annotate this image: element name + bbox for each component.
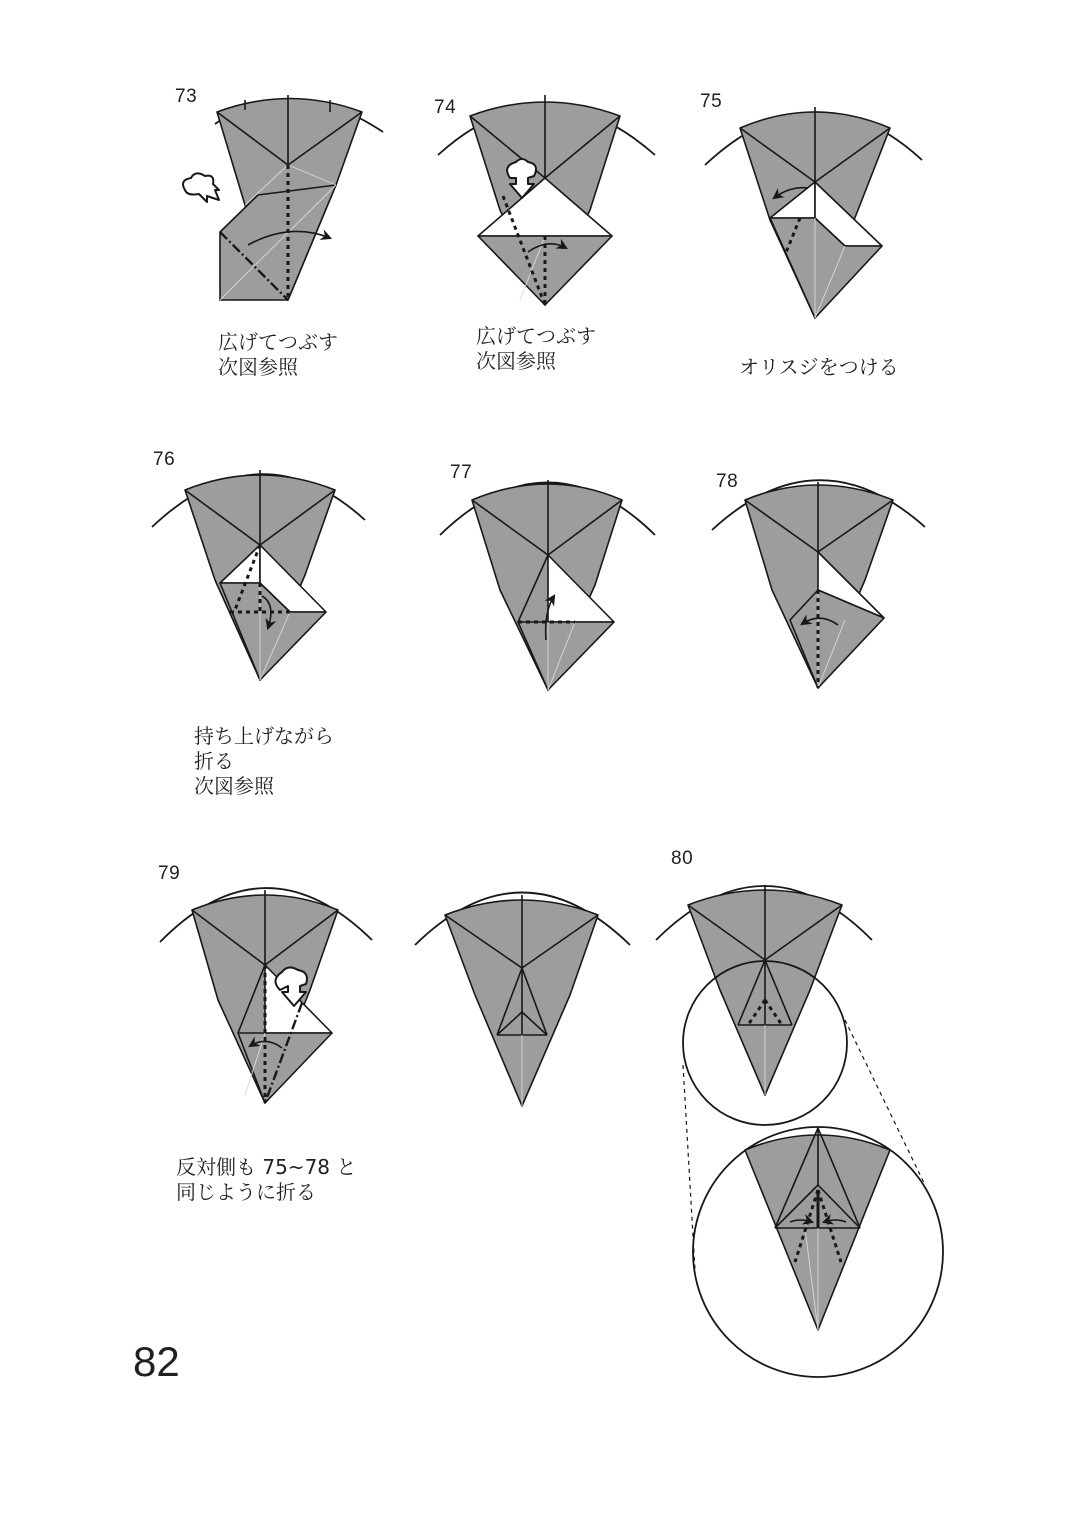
diagram-step-76 xyxy=(152,470,365,680)
step-number: 75 xyxy=(700,91,723,112)
diagram-step-75 xyxy=(705,107,922,318)
step-caption: 広げてつぶす 次図参照 xyxy=(476,324,596,373)
step-number: 73 xyxy=(175,86,198,107)
step-number: 78 xyxy=(716,471,739,492)
step-number: 79 xyxy=(158,863,181,884)
diagram-step-79-result xyxy=(415,893,630,1107)
diagram-step-74 xyxy=(438,95,655,305)
diagram-step-73 xyxy=(183,95,383,300)
step-caption: 広げてつぶす 次図参照 xyxy=(218,330,338,379)
step-number: 74 xyxy=(434,97,457,118)
page-number: 82 xyxy=(133,1338,180,1385)
step-caption: オリスジをつける xyxy=(739,355,899,379)
diagram-step-79 xyxy=(160,888,372,1103)
step-number: 76 xyxy=(153,449,176,470)
diagram-step-77 xyxy=(440,480,655,690)
step-caption: 持ち上げながら 折る 次図参照 xyxy=(194,724,334,798)
step-number: 77 xyxy=(450,462,473,483)
diagram-step-78 xyxy=(712,480,925,688)
open-and-squash-icon xyxy=(183,173,219,202)
step-caption: 反対側も 75~78 と 同じように折る xyxy=(176,1155,357,1204)
step-number: 80 xyxy=(671,848,694,869)
diagram-step-80 xyxy=(656,885,943,1377)
